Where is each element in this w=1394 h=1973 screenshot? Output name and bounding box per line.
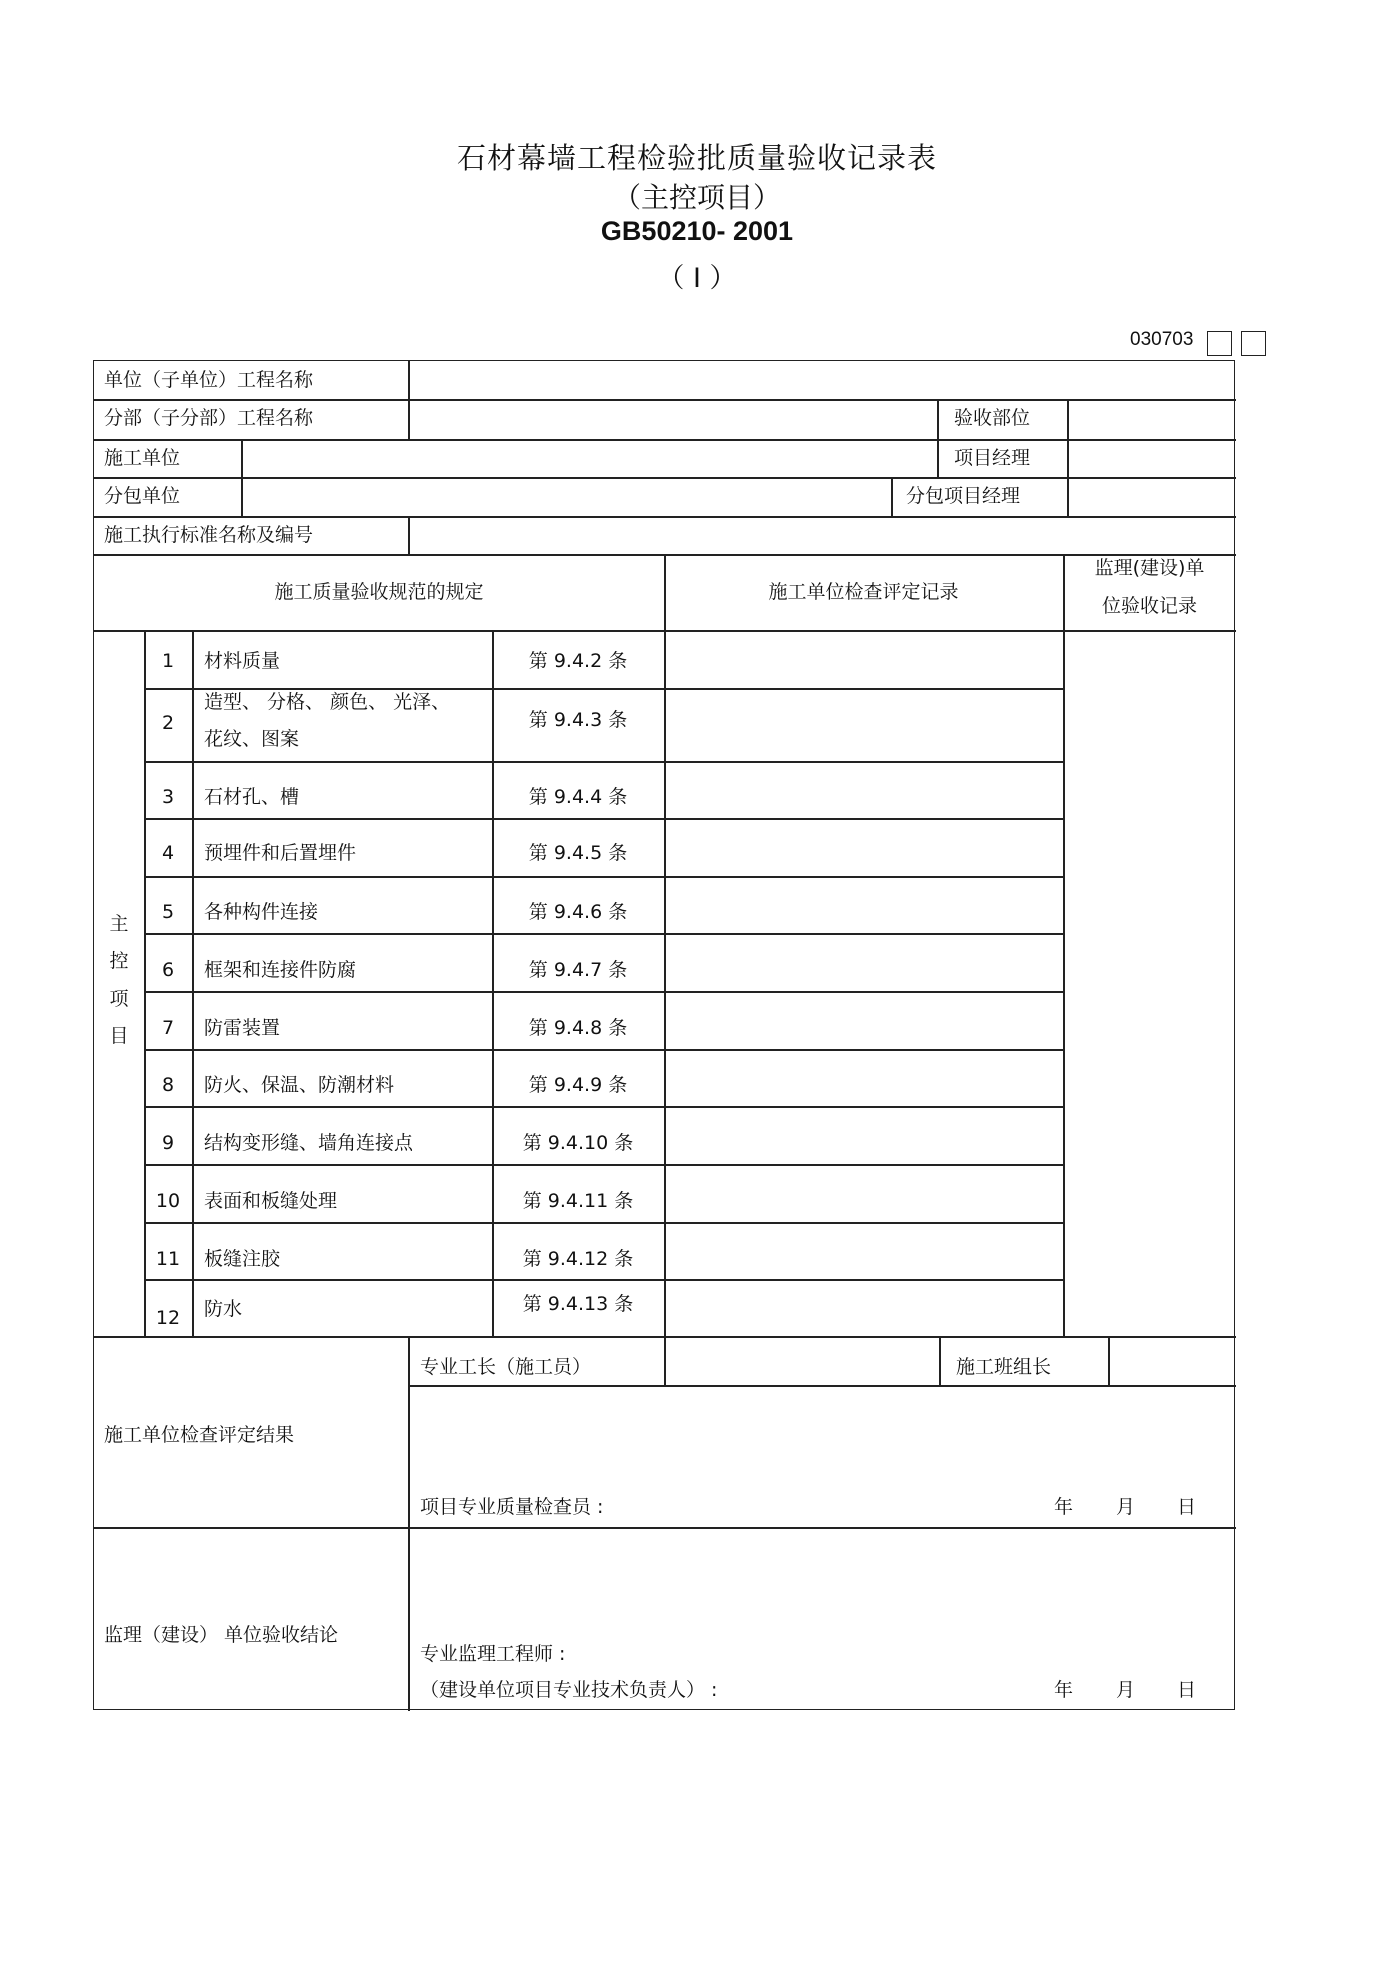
result-day-label: 日	[1177, 1496, 1197, 1518]
label-foreman: 专业工长（施工员）	[420, 1356, 592, 1378]
label-unit-project-name: 单位（子单位）工程名称	[104, 369, 314, 391]
item-no: 3	[161, 786, 175, 808]
item-clause: 第 9.4.13 条	[522, 1293, 634, 1315]
item-name: 石材孔、槽	[204, 786, 300, 808]
item-clause: 第 9.4.5 条	[528, 842, 628, 864]
label-supervision-conclusion: 监理（建设） 单位验收结论	[104, 1624, 339, 1646]
section-label-char: 主	[109, 913, 129, 935]
item-clause: 第 9.4.3 条	[528, 709, 628, 731]
conclusion-year-label: 年	[1054, 1679, 1074, 1701]
item-name: 防雷装置	[204, 1017, 281, 1039]
code-box-1[interactable]	[1207, 331, 1232, 356]
item-clause: 第 9.4.8 条	[528, 1017, 628, 1039]
item-name: 板缝注胶	[204, 1248, 281, 1270]
item-name-line2: 花纹、图案	[204, 728, 300, 750]
result-year-label: 年	[1054, 1496, 1074, 1518]
form-title: 石材幕墙工程检验批质量验收记录表	[456, 141, 937, 175]
item-clause: 第 9.4.10 条	[522, 1132, 634, 1154]
item-clause: 第 9.4.11 条	[522, 1190, 634, 1212]
item-no: 1	[161, 650, 175, 672]
conclusion-day-label: 日	[1177, 1679, 1197, 1701]
item-name: 预埋件和后置埋件	[204, 842, 357, 864]
header-supervision-line2: 位验收记录	[1101, 595, 1197, 617]
standard-number: GB50210- 2001	[600, 216, 794, 246]
label-check-result: 施工单位检查评定结果	[104, 1424, 295, 1446]
item-name: 防火、保温、防潮材料	[204, 1074, 395, 1096]
label-subcontract-unit: 分包单位	[104, 485, 181, 507]
item-clause: 第 9.4.9 条	[528, 1074, 628, 1096]
label-standard-name: 施工执行标准名称及编号	[104, 524, 314, 546]
item-name: 表面和板缝处理	[204, 1190, 338, 1212]
item-clause: 第 9.4.12 条	[522, 1248, 634, 1270]
item-clause: 第 9.4.2 条	[528, 650, 628, 672]
section-label-char: 目	[109, 1025, 129, 1047]
item-no: 6	[161, 959, 175, 981]
item-clause: 第 9.4.6 条	[528, 901, 628, 923]
label-sub-project-name: 分部（子分部）工程名称	[104, 407, 314, 429]
item-no: 7	[161, 1017, 175, 1039]
label-supervision-engineer: 专业监理工程师 :	[420, 1643, 566, 1665]
result-month-label: 月	[1116, 1496, 1136, 1518]
header-spec: 施工质量验收规范的规定	[274, 581, 484, 603]
header-supervision-line1: 监理(建设)单	[1094, 557, 1205, 579]
item-name: 材料质量	[204, 650, 281, 672]
label-owner-technical-lead: （建设单位项目专业技术负责人） :	[420, 1679, 718, 1701]
item-no: 2	[161, 712, 175, 734]
item-name: 框架和连接件防腐	[204, 959, 357, 981]
item-no: 8	[161, 1074, 175, 1096]
conclusion-month-label: 月	[1116, 1679, 1136, 1701]
item-no: 12	[155, 1307, 181, 1329]
label-construction-unit: 施工单位	[104, 447, 181, 469]
item-no: 10	[155, 1190, 181, 1212]
item-no: 9	[161, 1132, 175, 1154]
item-no: 4	[161, 842, 175, 864]
item-clause: 第 9.4.4 条	[528, 786, 628, 808]
item-no: 11	[155, 1248, 181, 1270]
item-name: 各种构件连接	[204, 901, 319, 923]
label-quality-inspector: 项目专业质量检查员 :	[420, 1496, 604, 1518]
code-box-2[interactable]	[1241, 331, 1266, 356]
item-name: 防水	[204, 1298, 243, 1320]
form-code: 030703	[1130, 329, 1194, 350]
label-project-manager: 项目经理	[954, 447, 1031, 469]
section-label-char: 控	[109, 950, 129, 972]
item-name: 结构变形缝、墙角连接点	[204, 1132, 414, 1154]
item-clause: 第 9.4.7 条	[528, 959, 628, 981]
section-label-char: 项	[109, 988, 129, 1010]
form-subtitle: （主控项目）	[612, 181, 781, 214]
label-subcontract-manager: 分包项目经理	[906, 485, 1021, 507]
inspection-form	[93, 360, 1235, 1710]
part-number: （ Ⅰ ）	[657, 263, 737, 294]
item-name-line1: 造型、 分格、 颜色、 光泽、	[204, 691, 451, 713]
header-check-record: 施工单位检查评定记录	[768, 581, 959, 603]
item-no: 5	[161, 901, 175, 923]
label-accept-part: 验收部位	[954, 407, 1031, 429]
label-team-leader: 施工班组长	[956, 1356, 1052, 1378]
